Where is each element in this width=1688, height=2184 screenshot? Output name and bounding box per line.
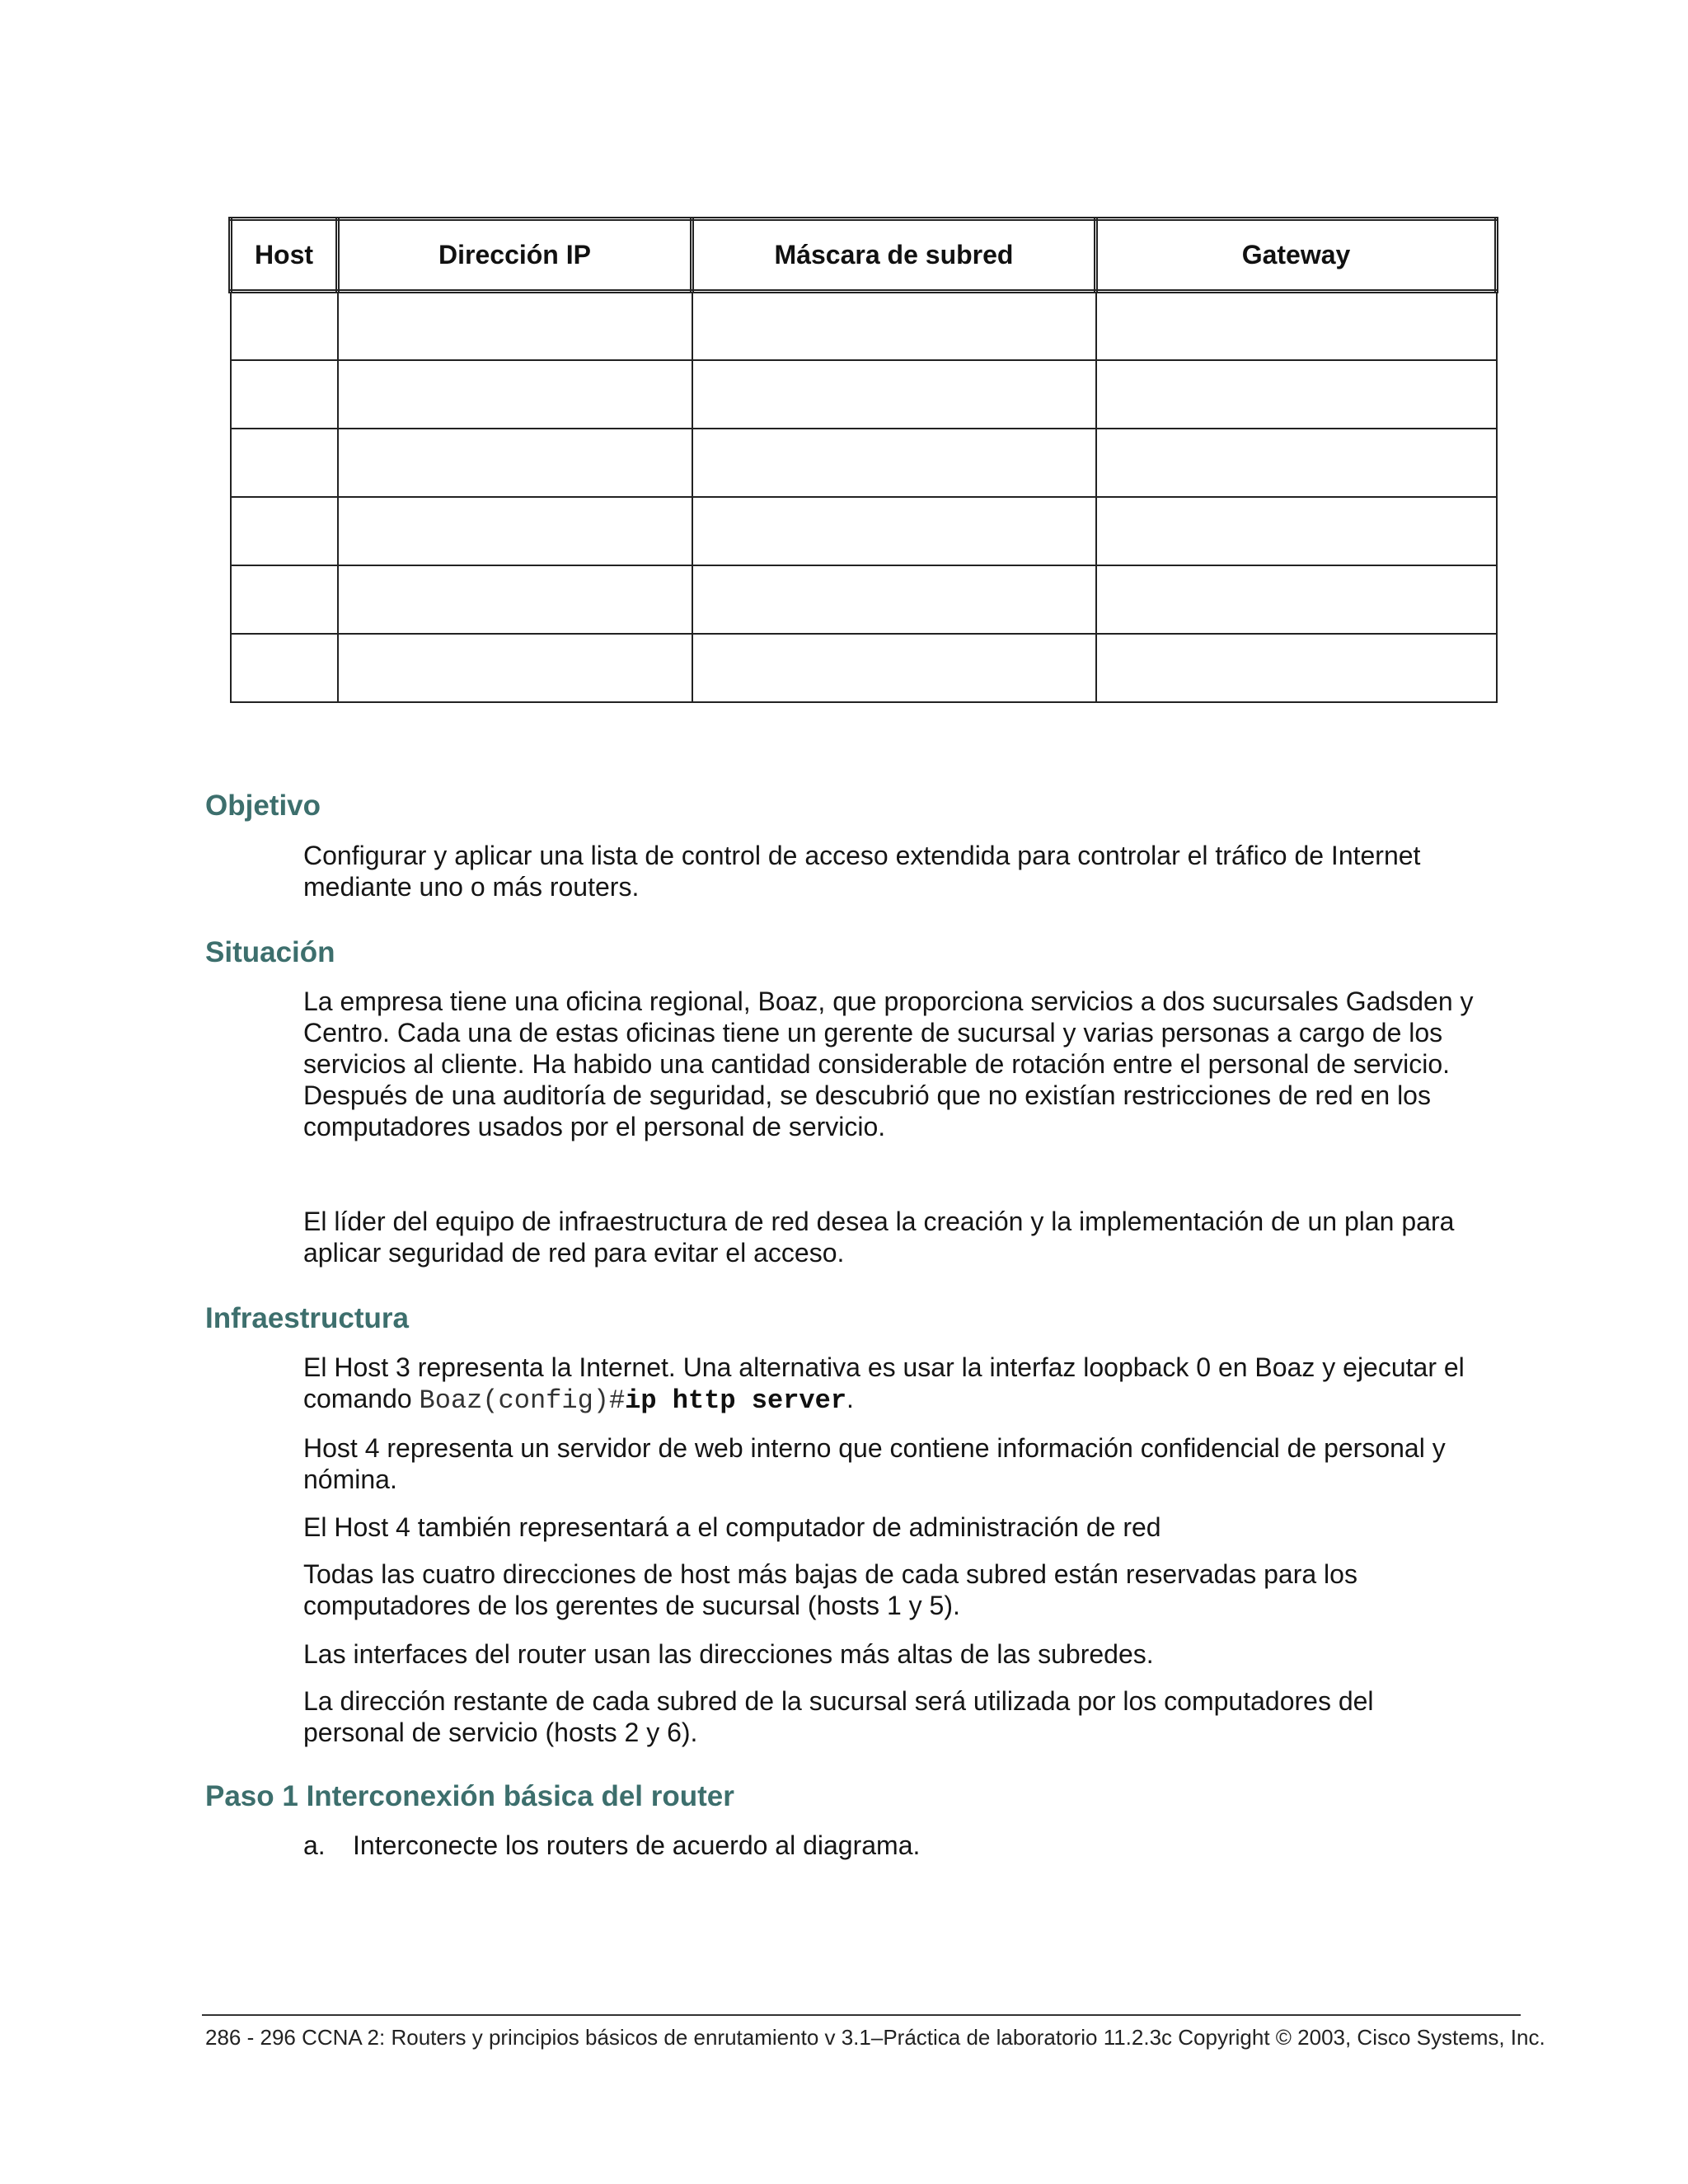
text-line: Todas las cuatro direcciones de host más bajas de cada subred están reservadas para los bbox=[303, 1559, 1357, 1589]
table-cell bbox=[1096, 360, 1497, 429]
text-line bbox=[303, 1383, 1540, 1417]
table-cell bbox=[231, 429, 338, 497]
objetivo-heading: Objetivo bbox=[205, 790, 321, 822]
table-cell bbox=[338, 429, 692, 497]
table-row bbox=[231, 429, 1497, 497]
situacion-heading: Situación bbox=[205, 936, 335, 968]
table-cell bbox=[231, 565, 338, 634]
infraestructura-heading: Infraestructura bbox=[205, 1302, 410, 1334]
table-cell bbox=[338, 565, 692, 634]
table-cell bbox=[1096, 429, 1497, 497]
sentence-end: . bbox=[846, 1384, 854, 1413]
text-line: Host 4 representa un servidor de web interno que contiene información confidencial de personal y bbox=[303, 1433, 1446, 1463]
cli-command: ip http server bbox=[625, 1385, 847, 1416]
infraestructura-paragraph-5 bbox=[303, 1638, 1540, 1670]
table-row bbox=[231, 634, 1497, 702]
objetivo-paragraph bbox=[303, 840, 1540, 902]
list-item bbox=[303, 1830, 1540, 1861]
table-cell bbox=[231, 292, 338, 360]
cli-prompt: Boaz(config)# bbox=[419, 1385, 626, 1416]
header-gateway: Gateway bbox=[1096, 219, 1497, 292]
host-address-table bbox=[228, 217, 1498, 703]
text-line: Después de una auditoría de seguridad, se descubrió que no existían restricciones de red en los bbox=[303, 1080, 1431, 1110]
text-line: El Host 3 representa la Internet. Una alternativa es usar la interfaz loopback 0 en Boaz y ejecutar el bbox=[303, 1352, 1465, 1382]
infraestructura-paragraph-6 bbox=[303, 1685, 1540, 1748]
table-cell bbox=[338, 634, 692, 702]
text-line: personal de servicio (hosts 2 y 6). bbox=[303, 1718, 698, 1747]
table-cell bbox=[338, 360, 692, 429]
table-cell bbox=[692, 292, 1096, 360]
table-cell bbox=[1096, 497, 1497, 565]
footer-divider bbox=[202, 2014, 1521, 2016]
paso1-list-item bbox=[303, 1830, 1540, 1861]
table-cell bbox=[692, 429, 1096, 497]
text-line: computadores de los gerentes de sucursal (hosts 1 y 5). bbox=[303, 1591, 960, 1620]
text-line: Centro. Cada una de estas oficinas tiene un gerente de sucursal y varias personas a cargo de los bbox=[303, 1018, 1443, 1047]
table-cell bbox=[692, 565, 1096, 634]
header-ip-address: Dirección IP bbox=[338, 219, 692, 292]
footer-copyright: 286 - 296 CCNA 2: Routers y principios básicos de enrutamiento v 3.1–Práctica de laboratorio 11.2.3c Copyright © 2003, Cisco Systems, Inc. bbox=[205, 2025, 1545, 2050]
list-marker: a. bbox=[303, 1830, 326, 1860]
table-row bbox=[231, 292, 1497, 360]
situacion-paragraph-1 bbox=[303, 986, 1540, 1142]
table-header-row bbox=[231, 219, 1497, 292]
table-cell bbox=[231, 497, 338, 565]
text-line: La dirección restante de cada subred de la sucursal será utilizada por los computadores del bbox=[303, 1686, 1374, 1716]
infraestructura-paragraph-3 bbox=[303, 1511, 1540, 1543]
table-row bbox=[231, 565, 1497, 634]
table-cell bbox=[1096, 292, 1497, 360]
table-cell bbox=[1096, 634, 1497, 702]
table-row bbox=[231, 497, 1497, 565]
text-line: Configurar y aplicar una lista de control de acceso extendida para controlar el tráfico de Internet bbox=[303, 841, 1421, 870]
infraestructura-paragraph-4 bbox=[303, 1558, 1540, 1621]
infraestructura-paragraph-2 bbox=[303, 1432, 1540, 1495]
table-cell bbox=[692, 634, 1096, 702]
table-cell bbox=[692, 360, 1096, 429]
text-line: Las interfaces del router usan las direcciones más altas de las subredes. bbox=[303, 1639, 1154, 1669]
text-line: El líder del equipo de infraestructura de red desea la creación y la implementación de un plan para bbox=[303, 1207, 1455, 1236]
text-line: aplicar seguridad de red para evitar el acceso. bbox=[303, 1238, 845, 1268]
table-cell bbox=[231, 360, 338, 429]
list-item-text: Interconecte los routers de acuerdo al diagrama. bbox=[353, 1830, 921, 1860]
table-cell bbox=[338, 497, 692, 565]
text-line: mediante uno o más routers. bbox=[303, 872, 640, 902]
header-host: Host bbox=[231, 219, 338, 292]
header-subnet-mask: Máscara de subred bbox=[692, 219, 1096, 292]
table-cell bbox=[338, 292, 692, 360]
situacion-paragraph-2 bbox=[303, 1206, 1540, 1268]
paso1-heading: Paso 1 Interconexión básica del router bbox=[205, 1780, 734, 1812]
table-row bbox=[231, 360, 1497, 429]
text-line: computadores usados por el personal de servicio. bbox=[303, 1112, 886, 1141]
table-cell bbox=[231, 634, 338, 702]
text-line: servicios al cliente. Ha habido una cantidad considerable de rotación entre el personal de servicio. bbox=[303, 1049, 1451, 1079]
text-line: El Host 4 también representará a el computador de administración de red bbox=[303, 1512, 1161, 1542]
text-line: La empresa tiene una oficina regional, Boaz, que proporciona servicios a dos sucursales Gadsden y bbox=[303, 987, 1474, 1016]
command-intro-text: comando bbox=[303, 1384, 420, 1413]
table-cell bbox=[692, 497, 1096, 565]
infraestructura-paragraph-1 bbox=[303, 1352, 1540, 1417]
table-cell bbox=[1096, 565, 1497, 634]
text-line: nómina. bbox=[303, 1465, 397, 1494]
